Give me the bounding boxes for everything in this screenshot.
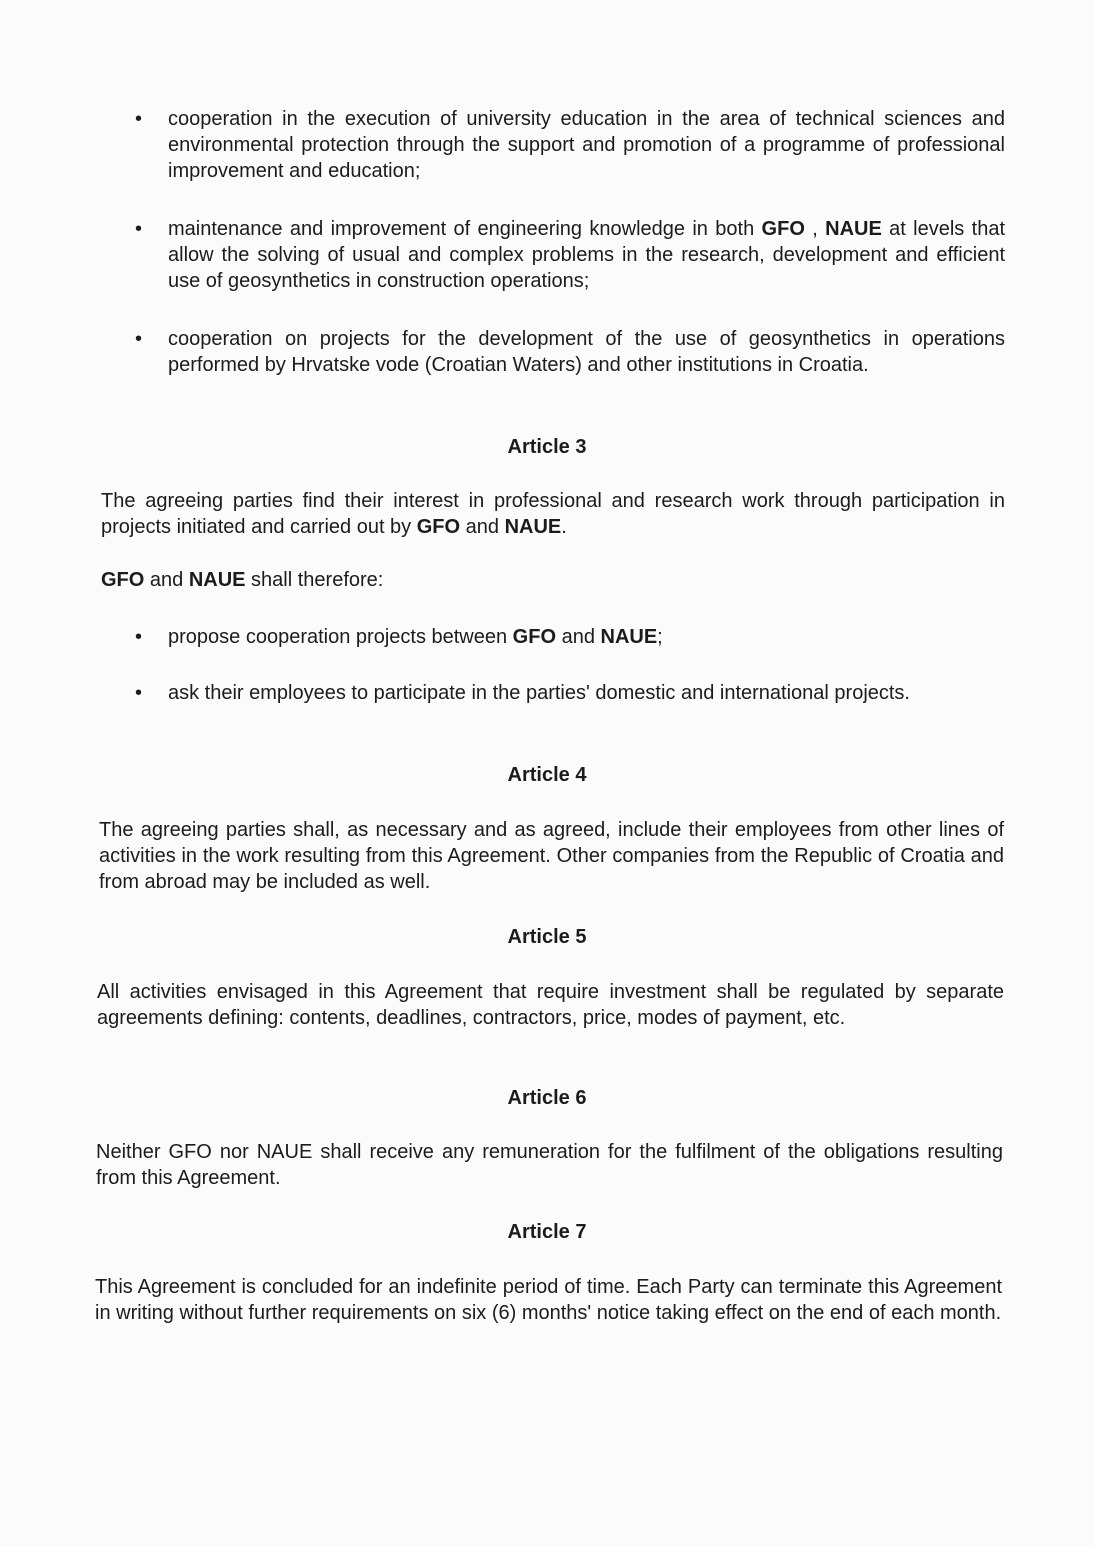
cooperation-list: [133, 326, 1005, 378]
article-6-text: Neither GFO nor NAUE shall receive any remuneration for the fulfilment of the obligations resulting from this Agreement.: [96, 1141, 1003, 1189]
bullet-icon: •: [135, 108, 143, 130]
article-5-text: All activities envisaged in this Agreement that require investment shall be regulated by separate agreements defining: contents, deadlines, contractors, price, modes of payment, etc.: [97, 981, 1004, 1029]
list-item-text: ask their employees to participate in the parties' domestic and international projects.: [168, 682, 910, 704]
article-3-intro: GFO and NAUE shall therefore:: [101, 569, 384, 591]
article-7-heading: Article 7: [507, 1221, 587, 1243]
article-3-heading: Article 3: [507, 436, 587, 458]
cooperation-list: [133, 106, 1005, 184]
bullet-icon: •: [135, 218, 143, 240]
article-4-heading: Article 4: [507, 764, 587, 786]
list-item-text: cooperation in the execution of university education in the area of technical sciences and environmental protection through the support and promotion of a programme of professional improvement and education;: [168, 108, 1005, 182]
list-item-text: maintenance and improvement of engineering knowledge in both GFO , NAUE at levels that allow the solving of usual and complex problems in the research, development and efficient use of geosynthetics in construction operations;: [168, 218, 1006, 292]
article-3-list: [133, 680, 1005, 706]
bullet-icon: •: [135, 626, 143, 648]
list-item-text: cooperation on projects for the development of the use of geosynthetics in operations performed by Hrvatske vode (Croatian Waters) and other institutions in Croatia.: [168, 328, 1005, 376]
list-item: [133, 624, 1005, 650]
bullet-icon: •: [135, 682, 143, 704]
list-item-text: propose cooperation projects between GFO and NAUE;: [168, 626, 663, 648]
bullet-icon: •: [135, 328, 143, 350]
article-6-heading: Article 6: [507, 1087, 587, 1109]
article-5-heading: Article 5: [507, 926, 587, 948]
cooperation-list: [133, 216, 1005, 294]
list-item: [133, 680, 1005, 706]
article-3-text: The agreeing parties find their interest in professional and research work through participation in projects initiated and carried out by GFO and NAUE.: [101, 490, 1005, 538]
list-item: [133, 326, 1005, 378]
list-item: [133, 106, 1005, 184]
article-3-list: [133, 624, 1005, 650]
article-4-text: The agreeing parties shall, as necessary and as agreed, include their employees from other lines of activities in the work resulting from this Agreement. Other companies from the Republic of Croatia and from abroad may be included as well.: [99, 819, 1004, 893]
article-7-text: This Agreement is concluded for an indefinite period of time. Each Party can terminate this Agreement in writing without further requirements on six (6) months' notice taking effect on the end of each month.: [95, 1276, 1002, 1324]
list-item: [133, 216, 1005, 294]
